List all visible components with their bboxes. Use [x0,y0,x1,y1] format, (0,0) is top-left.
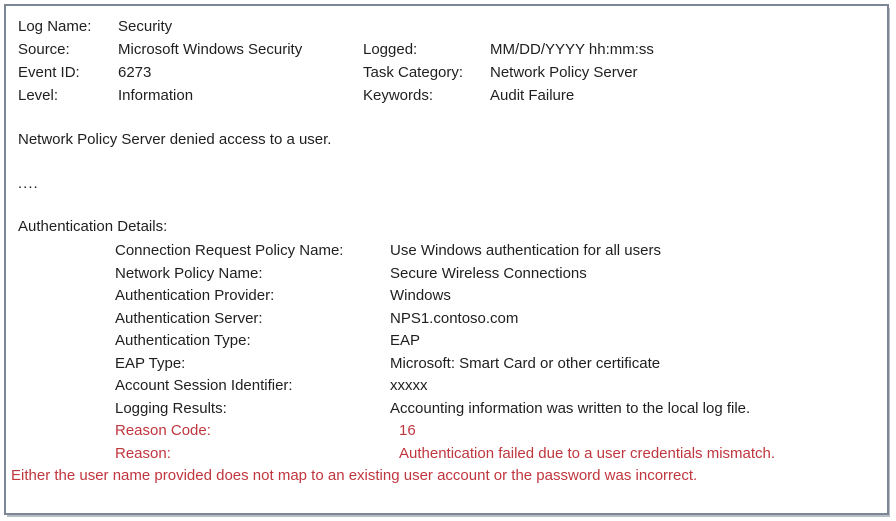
task-category-label: Task Category: [363,64,464,81]
detail-label: Account Session Identifier: [115,377,293,394]
source-label: Source: [18,41,70,58]
source-value: Microsoft Windows Security [118,41,303,58]
log-name-label: Log Name: [18,18,92,35]
header-row-level [18,84,877,107]
header-row-log-name [18,15,877,38]
detail-row-reason [18,443,877,466]
header-row-event-id [18,61,877,84]
detail-label: Network Policy Name: [115,264,263,282]
detail-value: Accounting information was written to the local log file. [390,399,751,417]
reason-continuation-text: Either the user name provided does not map to an existing user account or the password was incorrect. [11,467,698,484]
detail-value: Windows [390,287,451,304]
detail-label: Connection Request Policy Name: [115,242,344,259]
logged-label: Logged: [363,41,418,58]
detail-value: 16 [399,422,416,439]
detail-row-authentication-provider [18,285,877,308]
detail-label: Authentication Provider: [115,287,275,304]
detail-label: Reason: [115,444,171,462]
event-description: Network Policy Server denied access to a user. [18,131,332,148]
detail-row-authentication-server [18,308,877,331]
detail-value: Use Windows authentication for all users [390,242,661,259]
detail-row-authentication-type [18,330,877,353]
detail-row-network-policy-name [18,263,877,286]
detail-value: xxxxx [390,377,428,394]
detail-label: EAP Type: [115,354,186,372]
header-row-source [18,38,877,61]
level-value: Information [118,87,194,104]
detail-value: Authentication failed due to a user credentials mismatch. [399,444,776,462]
log-name-value: Security [118,18,173,35]
authentication-details-list [18,240,877,465]
detail-row-logging-results [18,398,877,421]
detail-label: Reason Code: [115,422,211,439]
detail-row-eap-type [18,353,877,376]
detail-row-account-session-identifier [18,375,877,398]
detail-value: NPS1.contoso.com [390,309,519,327]
event-log-panel [4,4,889,515]
detail-value: Secure Wireless Connections [390,264,587,282]
detail-value: Microsoft: Smart Card or other certificate [390,354,661,372]
event-id-value: 6273 [118,64,152,81]
detail-label: Authentication Server: [115,309,263,327]
detail-row-reason-code [18,420,877,443]
authentication-details-heading: Authentication Details: [18,218,168,235]
detail-value: EAP [390,332,421,349]
detail-label: Authentication Type: [115,332,251,349]
truncation-ellipsis: .... [18,175,39,192]
event-id-label: Event ID: [18,64,80,81]
detail-row-connection-request-policy [18,240,877,263]
event-header [18,15,877,107]
task-category-value: Network Policy Server [490,64,638,81]
keywords-label: Keywords: [363,87,434,104]
keywords-value: Audit Failure [490,87,575,104]
level-label: Level: [18,87,59,104]
logged-value: MM/DD/YYYY hh:mm:ss [490,41,654,58]
detail-label: Logging Results: [115,399,227,417]
